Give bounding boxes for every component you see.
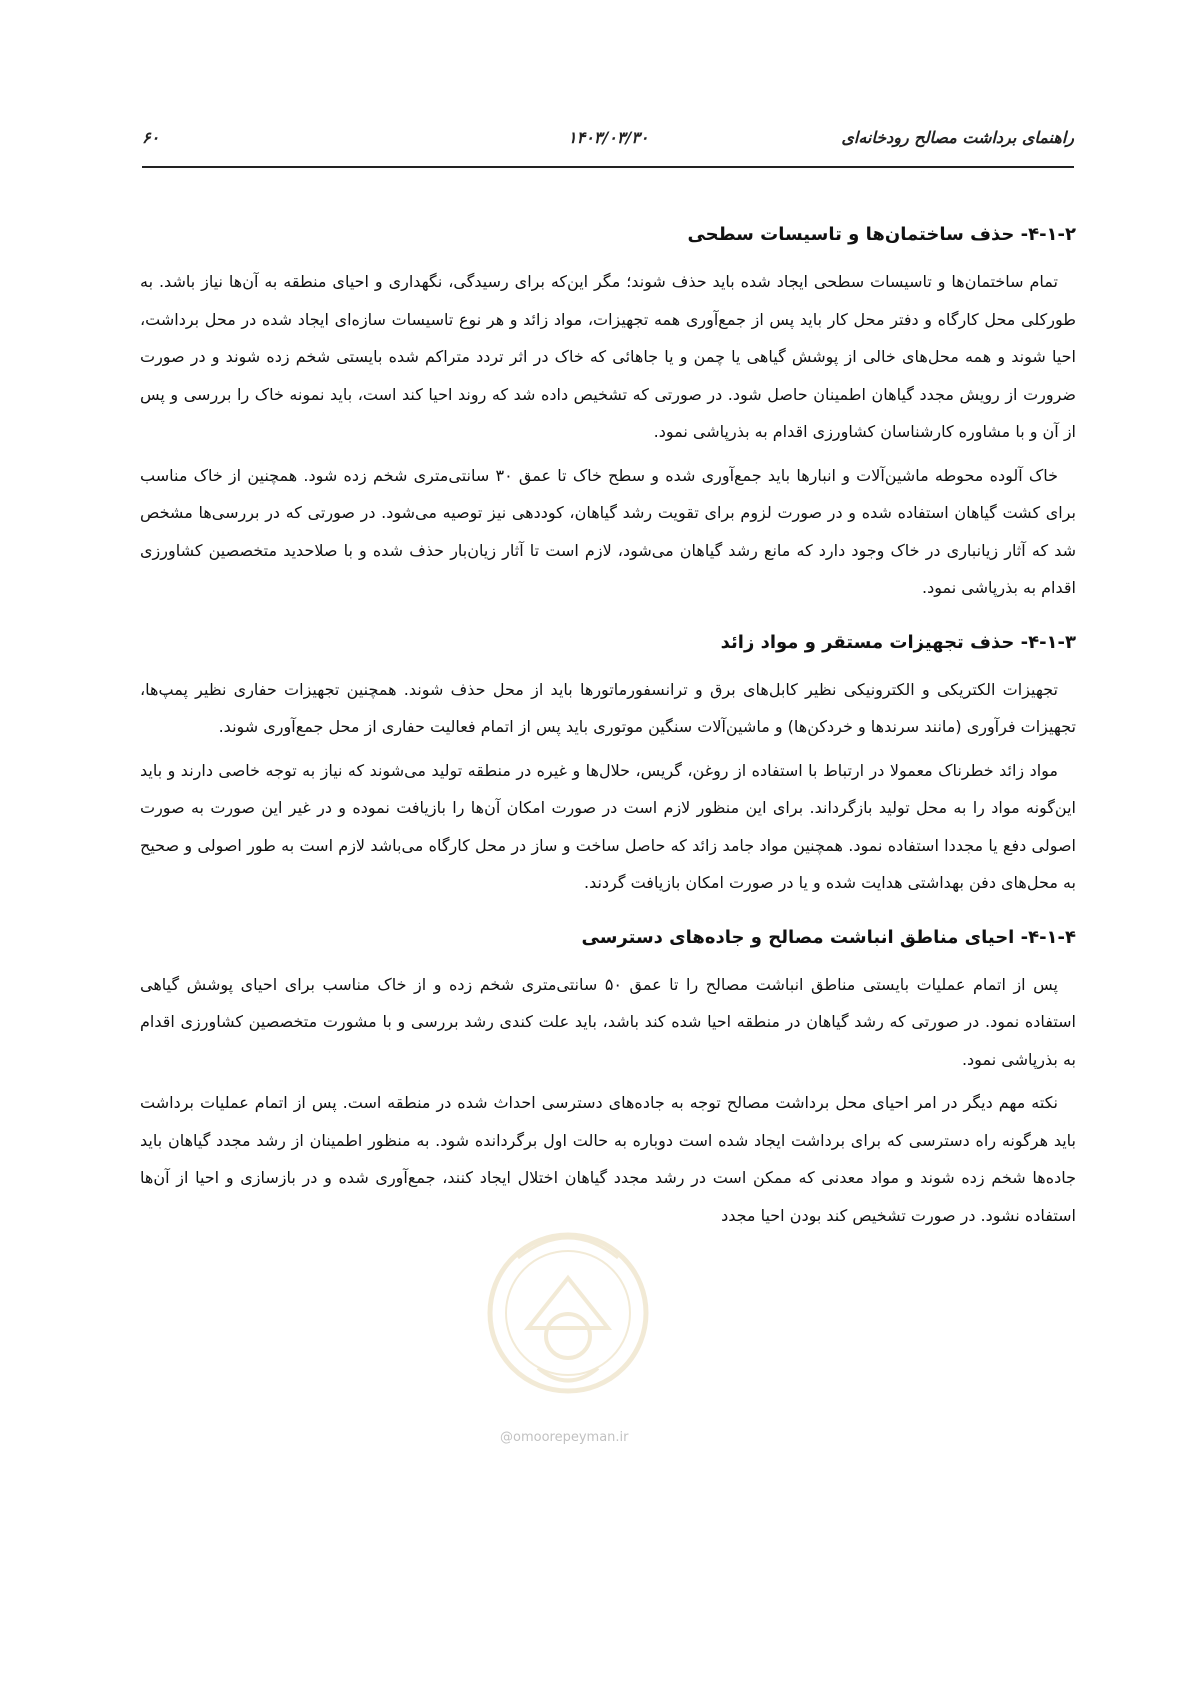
body-paragraph: پس از اتمام عملیات بایستی مناطق انباشت مصالح را تا عمق ۵۰ سانتی‌متری شخم زده و از خاک مناسب برای احیای پوشش گیاهی استفاده نمود. در صورتی که رشد گیاهان در منطقه احیا شده کند باشد، باید علت کندی رشد بررسی و با مشورت متخصصین کشاورزی اقدام به بذرپاشی نمود. <box>140 974 1076 1069</box>
watermark-seal-icon <box>478 1218 658 1428</box>
watermark-url: @omoorepeyman.ir <box>500 1430 629 1445</box>
header-title: راهنمای برداشت مصالح رودخانه‌ای <box>841 128 1074 147</box>
body-paragraph: تمام ساختمان‌ها و تاسیسات سطحی ایجاد شده باید حذف شوند؛ مگر این‌که برای رسیدگی، نگهداری و احیای منطقه به آن‌ها نیاز باشد. به طورکلی محل کارگاه و دفتر محل کار باید پس از جمع‌آوری همه تجهیزات، مواد زائد و هر نوع تاسیسات سازه‌ای ایجاد شده در محل برداشت، احیا شوند و همه محل‌های خالی از پوشش گیاهی یا چمن و یا جاهائی که خاک در اثر تردد متراکم شده بایستی شخم زده شوند و در صورت ضرورت از رویش مجدد گیاهان اطمینان حاصل شود. در صورتی که تشخیص داده شد که روند احیا کند است، باید نمونه خاک را بررسی و پس از آن و با مشاوره کارشناسان کشاورزی اقدام به بذرپاشی نمود. <box>140 272 1076 441</box>
body-paragraph: نکته مهم دیگر در امر احیای محل برداشت مصالح توجه به جاده‌های دسترسی احداث شده در منطقه است. پس از اتمام عملیات برداشت باید هرگونه راه دسترسی که برای برداشت ایجاد شده است دوباره به حالت اول برگردانده شود. به منظور اطمینان از رشد مجدد گیاهان باید جاده‌ها شخم زده شوند و مواد معدنی که ممکن است در رشد مجدد گیاهان اختلال ایجاد کنند، جمع‌آوری شده و در بازسازی و احیا از آن‌ها استفاده نشود. در صورت تشخیص کند بودن احیا مجدد <box>140 1093 1076 1225</box>
body-paragraph: خاک آلوده محوطه ماشین‌آلات و انبارها باید جمع‌آوری شده و سطح خاک تا عمق ۳۰ سانتی‌متری شخم زده شود. همچنین از خاک مناسب برای کشت گیاهان استفاده شده و در صورت لزوم برای تقویت رشد گیاهان، کوددهی نیز توصیه می‌شود. در صورتی که در بررسی‌ها مشخص شد که آثار زیانباری در خاک وجود دارد که مانع رشد گیاهان می‌شود، لازم است تا آثار زیان‌بار حذف شده و با صلاحدید متخصصین کشاورزی اقدام به بذرپاشی نمود. <box>140 465 1076 597</box>
section-heading: ۴-۱-۴- احیای مناطق انباشت مصالح و جاده‌های دسترسی <box>581 926 1076 948</box>
body-paragraph: تجهیزات الکتریکی و الکترونیکی نظیر کابل‌های برق و ترانسفورماتورها باید از محل حذف شوند. همچنین تجهیزات حفاری نظیر پمپ‌ها، تجهیزات فرآوری (مانند سرندها و خردکن‌ها) و ماشین‌آلات سنگین موتوری باید پس از اتمام فعالیت حفاری از محل جمع‌آوری شوند. <box>140 679 1076 736</box>
page-number: ۶۰ <box>142 128 160 147</box>
body-paragraph: مواد زائد خطرناک معمولا در ارتباط با استفاده از روغن، گریس، حلال‌ها و غیره در منطقه تولید می‌شوند که نیاز به توجه خاصی دارند و باید این‌گونه مواد را به محل تولید بازگرداند. برای این منظور لازم است در صورت امکان آن‌ها را بازیافت نموده و در غیر این صورت به صورت اصولی دفع یا مجددا استفاده نمود. همچنین مواد جامد زائد که حاصل ساخت و ساز در محل کارگاه می‌باشد لازم است به طور اصولی و صحیح به محل‌های دفن بهداشتی هدایت شده و یا در صورت امکان بازیافت گردند. <box>140 760 1076 892</box>
header-date: ۱۴۰۳/۰۳/۳۰ <box>568 128 649 147</box>
header-rule <box>142 166 1074 168</box>
running-header <box>142 128 1074 158</box>
section-heading: ۴-۱-۳- حذف تجهیزات مستقر و مواد زائد <box>720 631 1076 653</box>
page-content <box>140 213 1076 1234</box>
section-heading: ۴-۱-۲- حذف ساختمان‌ها و تاسیسات سطحی <box>687 224 1076 245</box>
